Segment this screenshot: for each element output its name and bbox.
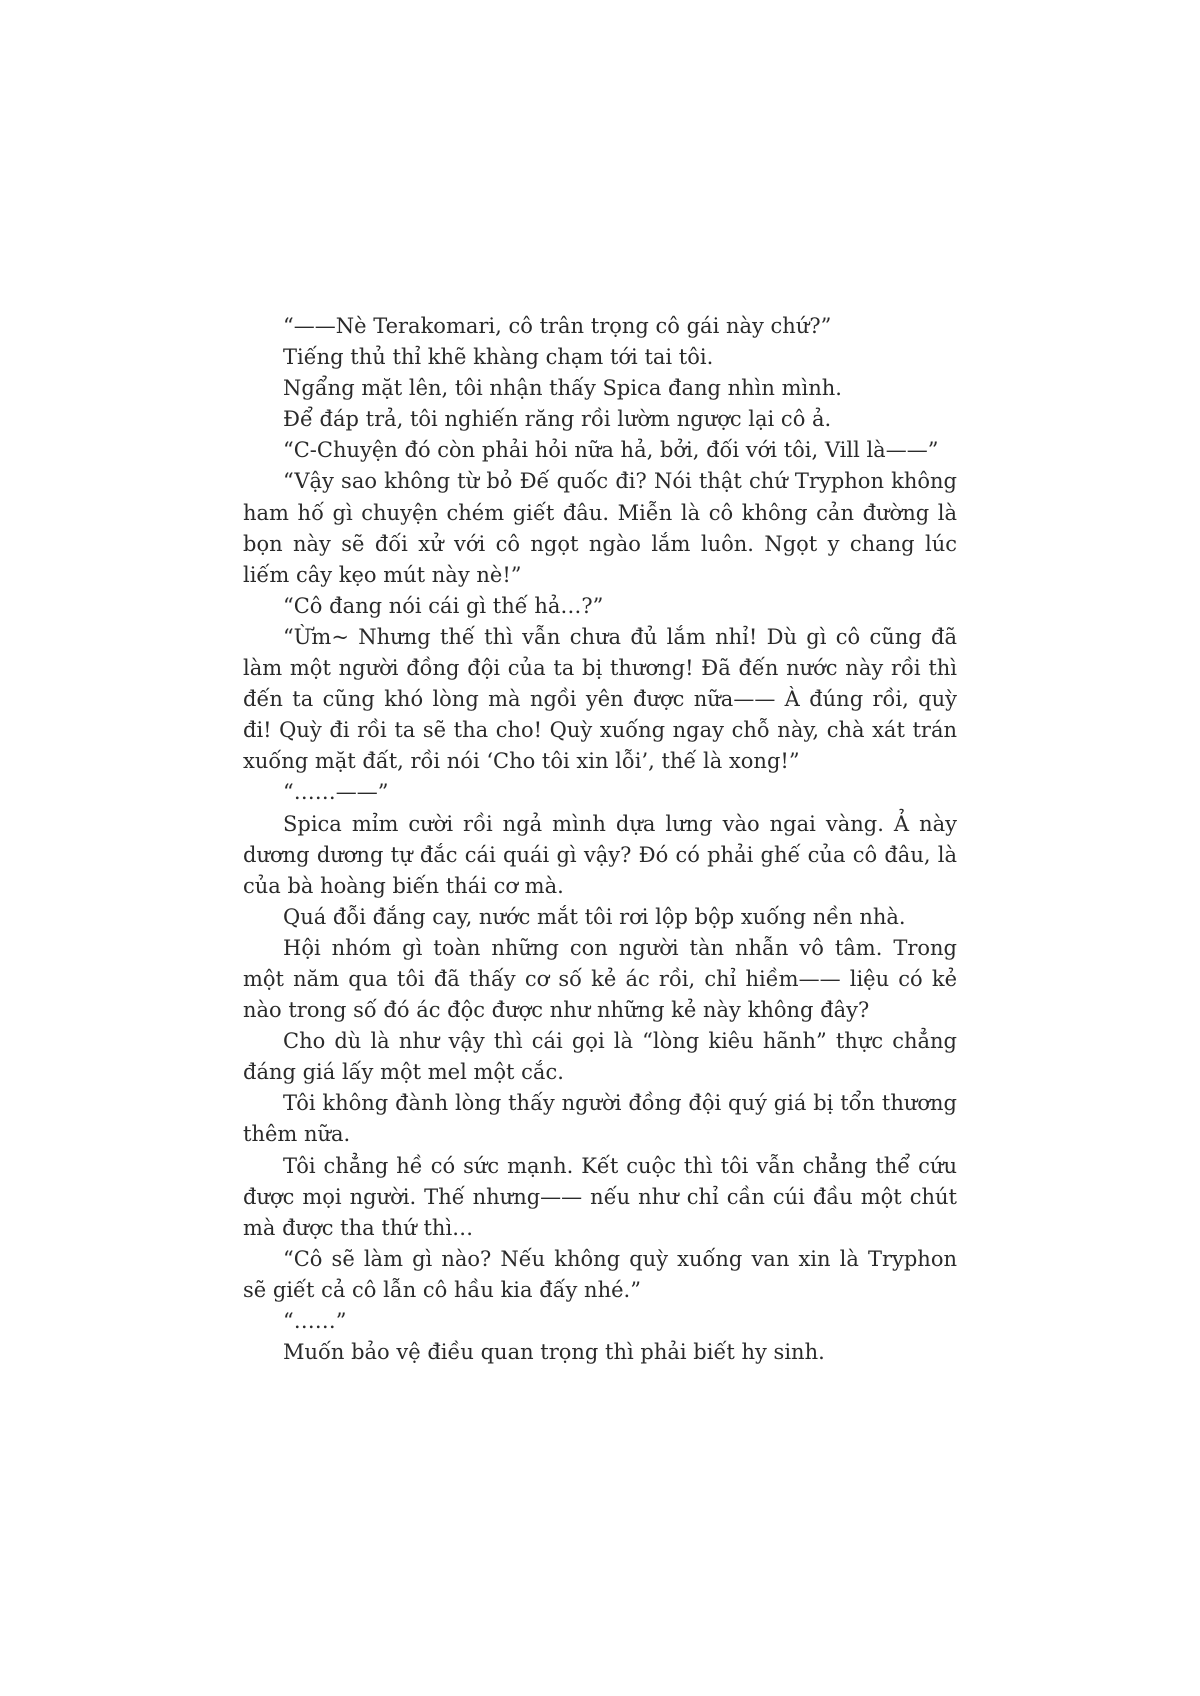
paragraph: Spica mỉm cười rồi ngả mình dựa lưng vào ngai vàng. Ả này dương dương tự đắc cái quái gì vậy? Đó có phải ghế của cô đâu, là của bà hoàng biến thái cơ mà. — [243, 811, 957, 898]
paragraph: “Cô đang nói cái gì thế hả…?” — [283, 593, 604, 618]
paragraph: Tiếng thủ thỉ khẽ khàng chạm tới tai tôi. — [283, 345, 714, 370]
paragraph: “Ừm~ Nhưng thế thì vẫn chưa đủ lắm nhỉ! Dù gì cô cũng đã làm một người đồng đội của ta bị thương! Đã đến nước này rồi thì đến ta cũng khó lòng mà ngồi yên được nữa—— À đúng rồi, quỳ đi! Quỳ đi rồi ta sẽ tha cho! Quỳ xuống ngay chỗ này, chà xát trán xuống mặt đất, rồi nói ‘Cho tôi xin lỗi’, thế là xong!” — [243, 624, 957, 774]
paragraph: “……” — [283, 1309, 347, 1333]
paragraph: Tôi không đành lòng thấy người đồng đội quý giá bị tổn thương thêm nữa. — [243, 1091, 957, 1147]
paragraph: Hội nhóm gì toàn những con người tàn nhẫn vô tâm. Trong một năm qua tôi đã thấy cơ số kẻ ác rồi, chỉ hiềm—— liệu có kẻ nào trong số đó ác độc được như những kẻ này không đây? — [243, 935, 957, 1023]
paragraph: Tôi chẳng hề có sức mạnh. Kết cuộc thì tôi vẫn chẳng thể cứu được mọi người. Thế nhưng—— nếu như chỉ cần cúi đầu một chút mà được tha thứ thì… — [243, 1153, 957, 1240]
paragraph: Ngẩng mặt lên, tôi nhận thấy Spica đang nhìn mình. — [283, 376, 842, 401]
paragraph: “……——” — [283, 780, 389, 805]
paragraph: “C-Chuyện đó còn phải hỏi nữa hả, bởi, đối với tôi, Vill là——” — [283, 438, 939, 463]
paragraph: Cho dù là như vậy thì cái gọi là “lòng kiêu hãnh” thực chẳng đáng giá lấy một mel một cắc. — [243, 1029, 957, 1085]
paragraph: “——Nè Terakomari, cô trân trọng cô gái này chứ?” — [283, 314, 832, 338]
paragraph: “Cô sẽ làm gì nào? Nếu không quỳ xuống van xin là Tryphon sẽ giết cả cô lẫn cô hầu kia đấy nhé.” — [243, 1246, 957, 1302]
paragraph: Để đáp trả, tôi nghiến răng rồi lườm ngược lại cô ả. — [283, 407, 832, 432]
paragraph: Quá đỗi đắng cay, nước mắt tôi rơi lộp bộp xuống nền nhà. — [283, 904, 906, 929]
paragraph: “Vậy sao không từ bỏ Đế quốc đi? Nói thật chứ Tryphon không ham hố gì chuyện chém giết đâu. Miễn là cô không cản đường là bọn này sẽ đối xử với cô ngọt ngào lắm luôn. Ngọt y chang lúc liếm cây kẹo mút này nè!” — [243, 469, 957, 587]
paragraph: Muốn bảo vệ điều quan trọng thì phải biết hy sinh. — [283, 1340, 825, 1365]
page-text — [243, 311, 957, 1368]
